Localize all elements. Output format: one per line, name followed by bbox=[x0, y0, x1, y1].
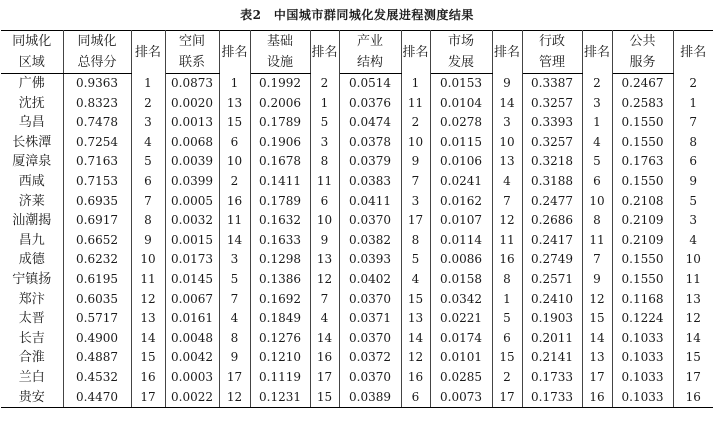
infra-cell: 0.1632 bbox=[250, 211, 310, 231]
infra-cell: 0.1789 bbox=[250, 192, 310, 212]
infra-cell: 0.1992 bbox=[250, 74, 310, 94]
total-score-cell: 0.7478 bbox=[63, 113, 131, 133]
market-cell: 0.0174 bbox=[430, 329, 492, 349]
region-cell: 长吉 bbox=[1, 329, 63, 349]
public-cell: 0.1033 bbox=[612, 388, 673, 408]
industry-cell: 0.0383 bbox=[339, 172, 401, 192]
infra-cell: 0.1386 bbox=[250, 270, 310, 290]
infra-cell: 0.1692 bbox=[250, 290, 310, 310]
industry-cell: 0.0393 bbox=[339, 250, 401, 270]
market-cell: 0.0114 bbox=[430, 231, 492, 251]
industry-rank-cell: 15 bbox=[401, 290, 430, 310]
region-cell: 宁镇扬 bbox=[1, 270, 63, 290]
admin-cell: 0.3387 bbox=[522, 74, 582, 94]
market-cell: 0.0221 bbox=[430, 309, 492, 329]
industry-cell: 0.0370 bbox=[339, 368, 401, 388]
public-cell: 0.2109 bbox=[612, 211, 673, 231]
industry-rank-cell: 12 bbox=[401, 348, 430, 368]
admin-cell: 0.2011 bbox=[522, 329, 582, 349]
space-cell: 0.0020 bbox=[165, 94, 219, 114]
space-cell: 0.0005 bbox=[165, 192, 219, 212]
space-rank-cell: 2 bbox=[219, 172, 250, 192]
total-rank-cell: 12 bbox=[131, 290, 165, 310]
header-rank: 排名 bbox=[582, 31, 612, 74]
public-rank-cell: 10 bbox=[685, 252, 701, 267]
admin-rank-cell: 11 bbox=[582, 231, 612, 251]
table-body bbox=[1, 74, 713, 408]
market-rank-cell: 5 bbox=[492, 309, 522, 329]
public-rank-cell: 8 bbox=[689, 134, 698, 149]
admin-cell: 0.1733 bbox=[522, 388, 582, 408]
infra-rank-cell: 14 bbox=[310, 329, 339, 349]
space-cell: 0.0068 bbox=[165, 133, 219, 153]
total-score-cell: 0.6035 bbox=[63, 290, 131, 310]
admin-rank-cell: 5 bbox=[582, 152, 612, 172]
admin-cell: 0.1733 bbox=[522, 368, 582, 388]
region-cell: 太晋 bbox=[1, 309, 63, 329]
header-industry: 产业 bbox=[339, 31, 401, 53]
industry-cell: 0.0389 bbox=[339, 388, 401, 408]
public-cell: 0.2109 bbox=[612, 231, 673, 251]
header-market: 市场 bbox=[430, 31, 492, 53]
infra-cell: 0.1119 bbox=[250, 368, 310, 388]
industry-rank-cell: 11 bbox=[401, 94, 430, 114]
space-cell: 0.0042 bbox=[165, 348, 219, 368]
infra-cell: 0.1678 bbox=[250, 152, 310, 172]
industry-rank-cell: 7 bbox=[401, 172, 430, 192]
table-row bbox=[1, 270, 713, 290]
market-cell: 0.0106 bbox=[430, 152, 492, 172]
infra-rank-cell: 15 bbox=[310, 388, 339, 408]
infra-rank-cell: 9 bbox=[310, 231, 339, 251]
admin-cell: 0.3257 bbox=[522, 133, 582, 153]
market-rank-cell: 10 bbox=[492, 133, 522, 153]
infra-cell: 0.1849 bbox=[250, 309, 310, 329]
public-rank-cell: 7 bbox=[689, 115, 698, 130]
public-rank-cell: 14 bbox=[685, 330, 701, 345]
space-rank-cell: 17 bbox=[219, 368, 250, 388]
header-row-1 bbox=[1, 31, 713, 53]
market-cell: 0.0115 bbox=[430, 133, 492, 153]
public-cell: 0.2108 bbox=[612, 192, 673, 212]
market-rank-cell: 12 bbox=[492, 211, 522, 231]
space-rank-cell: 13 bbox=[219, 94, 250, 114]
infra-cell: 0.1298 bbox=[250, 250, 310, 270]
region-cell: 郑汴 bbox=[1, 290, 63, 310]
table-row bbox=[1, 211, 713, 231]
infra-cell: 0.1633 bbox=[250, 231, 310, 251]
public-cell: 0.1033 bbox=[612, 329, 673, 349]
space-rank-cell: 16 bbox=[219, 192, 250, 212]
infra-rank-cell: 12 bbox=[310, 270, 339, 290]
total-score-cell: 0.5717 bbox=[63, 309, 131, 329]
public-cell: 0.2583 bbox=[612, 94, 673, 114]
market-rank-cell: 3 bbox=[492, 113, 522, 133]
table-row bbox=[1, 231, 713, 251]
space-rank-cell: 1 bbox=[219, 74, 250, 94]
space-cell: 0.0173 bbox=[165, 250, 219, 270]
market-rank-cell: 17 bbox=[492, 388, 522, 408]
industry-cell: 0.0411 bbox=[339, 192, 401, 212]
space-cell: 0.0013 bbox=[165, 113, 219, 133]
industry-rank-cell: 16 bbox=[401, 368, 430, 388]
total-score-cell: 0.6195 bbox=[63, 270, 131, 290]
market-rank-cell: 2 bbox=[492, 368, 522, 388]
admin-cell: 0.2686 bbox=[522, 211, 582, 231]
market-rank-cell: 15 bbox=[492, 348, 522, 368]
region-cell: 兰白 bbox=[1, 368, 63, 388]
industry-rank-cell: 4 bbox=[401, 270, 430, 290]
space-cell: 0.0015 bbox=[165, 231, 219, 251]
public-cell: 0.1550 bbox=[612, 250, 673, 270]
market-rank-cell: 8 bbox=[492, 270, 522, 290]
space-rank-cell: 14 bbox=[219, 231, 250, 251]
public-rank-cell: 12 bbox=[685, 311, 701, 326]
total-rank-cell: 10 bbox=[131, 250, 165, 270]
region-cell: 合淮 bbox=[1, 348, 63, 368]
market-rank-cell: 7 bbox=[492, 192, 522, 212]
public-cell: 0.1550 bbox=[612, 113, 673, 133]
industry-cell: 0.0379 bbox=[339, 152, 401, 172]
total-score-cell: 0.6652 bbox=[63, 231, 131, 251]
header-infra: 基础 bbox=[250, 31, 310, 53]
admin-cell: 0.3188 bbox=[522, 172, 582, 192]
total-score-cell: 0.4887 bbox=[63, 348, 131, 368]
space-cell: 0.0399 bbox=[165, 172, 219, 192]
header-public: 服务 bbox=[612, 52, 673, 74]
industry-rank-cell: 9 bbox=[401, 152, 430, 172]
table-row bbox=[1, 329, 713, 349]
market-rank-cell: 6 bbox=[492, 329, 522, 349]
space-rank-cell: 15 bbox=[219, 113, 250, 133]
space-rank-cell: 7 bbox=[219, 290, 250, 310]
admin-cell: 0.3257 bbox=[522, 94, 582, 114]
space-rank-cell: 9 bbox=[219, 348, 250, 368]
total-score-cell: 0.6935 bbox=[63, 192, 131, 212]
table-row bbox=[1, 309, 713, 329]
admin-rank-cell: 1 bbox=[582, 113, 612, 133]
infra-rank-cell: 13 bbox=[310, 250, 339, 270]
header-rank: 排名 bbox=[131, 31, 165, 74]
admin-rank-cell: 3 bbox=[582, 94, 612, 114]
infra-cell: 0.1906 bbox=[250, 133, 310, 153]
region-cell: 厦漳泉 bbox=[1, 152, 63, 172]
public-cell: 0.2467 bbox=[612, 74, 673, 94]
admin-cell: 0.2410 bbox=[522, 290, 582, 310]
header-industry: 结构 bbox=[339, 52, 401, 74]
admin-cell: 0.2417 bbox=[522, 231, 582, 251]
infra-cell: 0.1789 bbox=[250, 113, 310, 133]
admin-cell: 0.3393 bbox=[522, 113, 582, 133]
header-admin: 行政 bbox=[522, 31, 582, 53]
table-row bbox=[1, 290, 713, 310]
public-rank-cell: 16 bbox=[673, 388, 713, 408]
infra-rank-cell: 4 bbox=[310, 309, 339, 329]
header-space: 空间 bbox=[165, 31, 219, 53]
admin-rank-cell: 9 bbox=[582, 270, 612, 290]
admin-rank-cell: 7 bbox=[582, 250, 612, 270]
public-rank-cell: 11 bbox=[685, 271, 701, 286]
public-rank-cell: 15 bbox=[685, 350, 701, 365]
industry-cell: 0.0402 bbox=[339, 270, 401, 290]
region-cell: 济莱 bbox=[1, 192, 63, 212]
region-cell: 长株潭 bbox=[1, 133, 63, 153]
total-rank-cell: 15 bbox=[131, 348, 165, 368]
public-cell: 0.1550 bbox=[612, 133, 673, 153]
total-rank-cell: 14 bbox=[131, 329, 165, 349]
space-rank-cell: 4 bbox=[219, 309, 250, 329]
admin-rank-cell: 12 bbox=[582, 290, 612, 310]
market-rank-cell: 1 bbox=[492, 290, 522, 310]
industry-rank-cell: 6 bbox=[401, 388, 430, 408]
space-cell: 0.0032 bbox=[165, 211, 219, 231]
space-rank-cell: 10 bbox=[219, 152, 250, 172]
region-cell: 成德 bbox=[1, 250, 63, 270]
public-rank-cell: 13 bbox=[685, 291, 701, 306]
region-cell: 乌昌 bbox=[1, 113, 63, 133]
region-cell: 广佛 bbox=[1, 74, 63, 94]
market-rank-cell: 14 bbox=[492, 94, 522, 114]
public-rank-cell: 5 bbox=[689, 193, 698, 208]
industry-cell: 0.0376 bbox=[339, 94, 401, 114]
total-score-cell: 0.4532 bbox=[63, 368, 131, 388]
admin-rank-cell: 6 bbox=[582, 172, 612, 192]
market-cell: 0.0153 bbox=[430, 74, 492, 94]
total-rank-cell: 13 bbox=[131, 309, 165, 329]
public-rank-cell: 9 bbox=[689, 173, 698, 188]
total-score-cell: 0.8323 bbox=[63, 94, 131, 114]
market-rank-cell: 4 bbox=[492, 172, 522, 192]
space-rank-cell: 3 bbox=[219, 250, 250, 270]
header-total-score: 同城化 bbox=[63, 31, 131, 53]
infra-rank-cell: 6 bbox=[310, 192, 339, 212]
market-rank-cell: 16 bbox=[492, 250, 522, 270]
admin-cell: 0.2749 bbox=[522, 250, 582, 270]
industry-rank-cell: 10 bbox=[401, 133, 430, 153]
public-cell: 0.1168 bbox=[612, 290, 673, 310]
space-rank-cell: 6 bbox=[219, 133, 250, 153]
public-cell: 0.1550 bbox=[612, 270, 673, 290]
market-rank-cell: 9 bbox=[492, 74, 522, 94]
results-table bbox=[1, 30, 713, 408]
header-rank: 排名 bbox=[492, 31, 522, 74]
total-score-cell: 0.7153 bbox=[63, 172, 131, 192]
public-rank-cell: 3 bbox=[689, 213, 698, 228]
infra-rank-cell: 7 bbox=[310, 290, 339, 310]
infra-rank-cell: 2 bbox=[310, 74, 339, 94]
admin-cell: 0.2477 bbox=[522, 192, 582, 212]
total-rank-cell: 9 bbox=[131, 231, 165, 251]
region-cell: 西咸 bbox=[1, 172, 63, 192]
header-total-score: 总得分 bbox=[63, 52, 131, 74]
total-rank-cell: 1 bbox=[131, 74, 165, 94]
admin-cell: 0.2571 bbox=[522, 270, 582, 290]
market-cell: 0.0285 bbox=[430, 368, 492, 388]
header-public: 公共 bbox=[612, 31, 673, 53]
infra-rank-cell: 5 bbox=[310, 113, 339, 133]
space-rank-cell: 5 bbox=[219, 270, 250, 290]
infra-rank-cell: 8 bbox=[310, 152, 339, 172]
total-rank-cell: 7 bbox=[131, 192, 165, 212]
total-score-cell: 0.6917 bbox=[63, 211, 131, 231]
public-cell: 0.1033 bbox=[612, 368, 673, 388]
admin-rank-cell: 4 bbox=[582, 133, 612, 153]
infra-rank-cell: 3 bbox=[310, 133, 339, 153]
admin-cell: 0.3218 bbox=[522, 152, 582, 172]
space-rank-cell: 12 bbox=[219, 388, 250, 408]
public-cell: 0.1550 bbox=[612, 172, 673, 192]
admin-rank-cell: 13 bbox=[582, 348, 612, 368]
infra-rank-cell: 11 bbox=[310, 172, 339, 192]
table-row bbox=[1, 368, 713, 388]
public-rank-cell: 1 bbox=[689, 95, 698, 110]
total-rank-cell: 16 bbox=[131, 368, 165, 388]
market-rank-cell: 13 bbox=[492, 152, 522, 172]
total-score-cell: 0.7163 bbox=[63, 152, 131, 172]
header-admin: 管理 bbox=[522, 52, 582, 74]
market-cell: 0.0158 bbox=[430, 270, 492, 290]
table-row bbox=[1, 388, 713, 408]
header-region: 同城化 bbox=[1, 31, 63, 53]
region-cell: 贵安 bbox=[1, 388, 63, 408]
admin-rank-cell: 8 bbox=[582, 211, 612, 231]
header-market: 发展 bbox=[430, 52, 492, 74]
table-row bbox=[1, 94, 713, 114]
industry-cell: 0.0474 bbox=[339, 113, 401, 133]
industry-cell: 0.0514 bbox=[339, 74, 401, 94]
infra-cell: 0.1276 bbox=[250, 329, 310, 349]
market-cell: 0.0101 bbox=[430, 348, 492, 368]
table-caption: 表2 中国城市群同城化发展进程测度结果 bbox=[240, 8, 474, 22]
market-cell: 0.0107 bbox=[430, 211, 492, 231]
infra-cell: 0.1210 bbox=[250, 348, 310, 368]
industry-cell: 0.0370 bbox=[339, 329, 401, 349]
industry-rank-cell: 14 bbox=[401, 329, 430, 349]
admin-cell: 0.2141 bbox=[522, 348, 582, 368]
industry-cell: 0.0372 bbox=[339, 348, 401, 368]
table-row bbox=[1, 133, 713, 153]
header-rank: 排名 bbox=[401, 31, 430, 74]
space-cell: 0.0161 bbox=[165, 309, 219, 329]
region-cell: 沈抚 bbox=[1, 94, 63, 114]
table-row bbox=[1, 250, 713, 270]
market-cell: 0.0073 bbox=[430, 388, 492, 408]
total-rank-cell: 5 bbox=[131, 152, 165, 172]
industry-cell: 0.0378 bbox=[339, 133, 401, 153]
public-rank-cell: 4 bbox=[689, 232, 698, 247]
infra-rank-cell: 1 bbox=[310, 94, 339, 114]
header-rank: 排名 bbox=[673, 31, 713, 74]
infra-rank-cell: 10 bbox=[310, 211, 339, 231]
industry-cell: 0.0371 bbox=[339, 309, 401, 329]
space-cell: 0.0048 bbox=[165, 329, 219, 349]
table-row bbox=[1, 192, 713, 212]
space-cell: 0.0873 bbox=[165, 74, 219, 94]
header-rank: 排名 bbox=[219, 31, 250, 74]
infra-cell: 0.1411 bbox=[250, 172, 310, 192]
public-rank-cell: 6 bbox=[689, 154, 698, 169]
space-cell: 0.0022 bbox=[165, 388, 219, 408]
market-cell: 0.0104 bbox=[430, 94, 492, 114]
admin-rank-cell: 14 bbox=[582, 329, 612, 349]
admin-rank-cell: 16 bbox=[582, 388, 612, 408]
total-rank-cell: 11 bbox=[131, 270, 165, 290]
space-cell: 0.0145 bbox=[165, 270, 219, 290]
industry-rank-cell: 13 bbox=[401, 309, 430, 329]
public-rank-cell: 17 bbox=[685, 369, 701, 384]
total-rank-cell: 4 bbox=[131, 133, 165, 153]
industry-rank-cell: 5 bbox=[401, 250, 430, 270]
admin-rank-cell: 10 bbox=[582, 192, 612, 212]
total-rank-cell: 2 bbox=[131, 94, 165, 114]
industry-rank-cell: 8 bbox=[401, 231, 430, 251]
total-rank-cell: 17 bbox=[131, 388, 165, 408]
public-cell: 0.1033 bbox=[612, 348, 673, 368]
total-score-cell: 0.6232 bbox=[63, 250, 131, 270]
space-rank-cell: 11 bbox=[219, 211, 250, 231]
infra-cell: 0.1231 bbox=[250, 388, 310, 408]
infra-rank-cell: 16 bbox=[310, 348, 339, 368]
table-row bbox=[1, 152, 713, 172]
total-rank-cell: 8 bbox=[131, 211, 165, 231]
space-rank-cell: 8 bbox=[219, 329, 250, 349]
industry-rank-cell: 3 bbox=[401, 192, 430, 212]
header-rank: 排名 bbox=[310, 31, 339, 74]
header-infra: 设施 bbox=[250, 52, 310, 74]
market-cell: 0.0241 bbox=[430, 172, 492, 192]
table-row bbox=[1, 74, 713, 94]
public-cell: 0.1763 bbox=[612, 152, 673, 172]
market-cell: 0.0342 bbox=[430, 290, 492, 310]
infra-rank-cell: 17 bbox=[310, 368, 339, 388]
region-cell: 汕潮揭 bbox=[1, 211, 63, 231]
industry-cell: 0.0382 bbox=[339, 231, 401, 251]
market-cell: 0.0278 bbox=[430, 113, 492, 133]
total-score-cell: 0.4470 bbox=[63, 388, 131, 408]
industry-rank-cell: 17 bbox=[401, 211, 430, 231]
admin-rank-cell: 15 bbox=[582, 309, 612, 329]
market-cell: 0.0162 bbox=[430, 192, 492, 212]
public-rank-cell: 2 bbox=[689, 75, 698, 90]
industry-cell: 0.0370 bbox=[339, 290, 401, 310]
total-rank-cell: 3 bbox=[131, 113, 165, 133]
industry-cell: 0.0370 bbox=[339, 211, 401, 231]
total-score-cell: 0.9363 bbox=[63, 74, 131, 94]
table-row bbox=[1, 348, 713, 368]
header-region: 区域 bbox=[1, 52, 63, 74]
table-row bbox=[1, 172, 713, 192]
industry-rank-cell: 2 bbox=[401, 113, 430, 133]
infra-cell: 0.2006 bbox=[250, 94, 310, 114]
admin-rank-cell: 17 bbox=[582, 368, 612, 388]
public-cell: 0.1224 bbox=[612, 309, 673, 329]
space-cell: 0.0039 bbox=[165, 152, 219, 172]
space-cell: 0.0067 bbox=[165, 290, 219, 310]
total-score-cell: 0.4900 bbox=[63, 329, 131, 349]
market-cell: 0.0086 bbox=[430, 250, 492, 270]
admin-rank-cell: 2 bbox=[582, 74, 612, 94]
header-space: 联系 bbox=[165, 52, 219, 74]
market-rank-cell: 11 bbox=[492, 231, 522, 251]
space-cell: 0.0003 bbox=[165, 368, 219, 388]
total-rank-cell: 6 bbox=[131, 172, 165, 192]
admin-cell: 0.1903 bbox=[522, 309, 582, 329]
table-row bbox=[1, 113, 713, 133]
region-cell: 昌九 bbox=[1, 231, 63, 251]
total-score-cell: 0.7254 bbox=[63, 133, 131, 153]
industry-rank-cell: 1 bbox=[401, 74, 430, 94]
